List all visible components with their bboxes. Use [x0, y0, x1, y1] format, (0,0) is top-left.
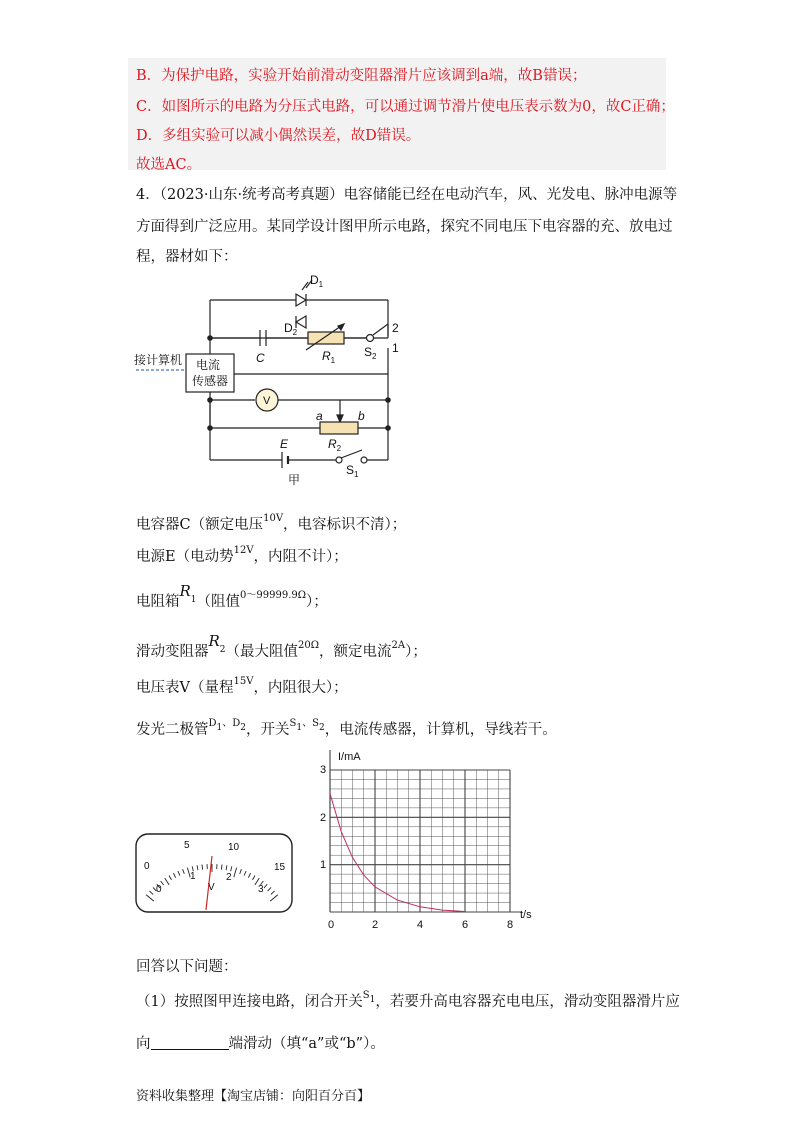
question-stem-2: 方面得到广泛应用。某同学设计图甲所示电路，探究不同电压下电容器的充、放电过: [136, 219, 673, 235]
dial-top-15: 15: [274, 862, 286, 873]
equip-source: 电源E（电动势$^{12V}$，内阻不计）；: [136, 545, 348, 565]
y-tick-1: 1: [320, 859, 327, 871]
question-stem-1: 4．（2023·山东·统考高考真题）电容储能已经在电动汽车，风、光发电、脉冲电源等: [136, 187, 678, 203]
equip-misc: 发光二极管$^{D1、D2}$，开关$^{S1、S2}$，电流传感器，计算机，导线若干。: [136, 718, 557, 738]
label-d1: $D_1$: [310, 273, 324, 289]
equip-resistance-box: 电阻箱$R^1$（阻值$^{0\sim 99999.9\Omega}$）；: [136, 582, 328, 610]
x-tick-6: 6: [462, 919, 469, 931]
label-r1: $R_1$: [322, 349, 336, 365]
dial-bottom-2: 2: [226, 872, 232, 883]
label-s1: $S_1$: [346, 463, 359, 479]
graph-y-label: I/mA: [338, 751, 361, 763]
voltmeter-symbol: V: [263, 395, 271, 407]
dial-top-0: 0: [144, 861, 150, 872]
dial-top-5: 5: [184, 840, 190, 851]
equip-capacitor: 电容器C（额定电压$^{10V}$，电容标识不清）；: [136, 513, 407, 533]
dial-bottom-1: 1: [190, 871, 196, 882]
label-e: E: [280, 437, 289, 451]
dial-bottom-3: 3: [258, 884, 264, 895]
sensor-label-1: 电流: [196, 358, 221, 372]
answer-line-c: C．如图所示的电路为分压式电路，可以通过调节滑片使电压表示数为0，故C正确；: [136, 99, 675, 115]
dial-top-10: 10: [228, 842, 240, 853]
y-tick-3: 3: [320, 764, 327, 776]
dial-bottom-0: 0: [156, 884, 162, 895]
question-stem-3: 程，器材如下：: [136, 249, 238, 265]
answer-intro: 回答以下问题：: [136, 959, 238, 975]
current-time-graph: [300, 742, 540, 938]
circuit-diagram: [130, 262, 420, 490]
voltmeter-dial: [134, 832, 294, 914]
x-tick-2: 2: [372, 919, 379, 931]
answer-conclusion: 故选AC。: [136, 157, 202, 173]
circuit-caption: 甲: [288, 473, 301, 487]
label-pos-1: 1: [392, 341, 399, 355]
answer-line-b: B．为保护电路，实验开始前滑动变阻器滑片应该调到a端，故B错误；: [136, 68, 587, 84]
graph-x-label: t/s: [520, 909, 532, 921]
label-r2: $R_2$: [328, 437, 342, 453]
x-tick-4: 4: [417, 919, 424, 931]
answer-line-d: D．多组实验可以减小偶然误差，故D错误。: [136, 128, 421, 144]
dial-unit: V: [208, 882, 215, 893]
equip-rheostat: 滑动变阻器$R^2$（最大阻值$^{20\Omega}$，额定电流$^{2A}$）；: [136, 632, 427, 660]
answer-blank[interactable]: [151, 1037, 229, 1050]
sensor-label-2: 传感器: [192, 374, 229, 388]
x-tick-8: 8: [507, 919, 514, 931]
footer-note: 资料收集整理【淘宝店铺：向阳百分百】: [136, 1089, 371, 1104]
label-d2: $D_2$: [284, 321, 298, 337]
label-pos-2: 2: [392, 321, 399, 335]
dial-tick: [221, 865, 222, 870]
equip-voltmeter: 电压表V（量程$^{15V}$，内阻很大）；: [136, 676, 348, 696]
label-b: b: [358, 409, 365, 423]
y-tick-2: 2: [320, 812, 327, 824]
computer-label: 接计算机: [134, 353, 183, 367]
label-c: C: [256, 351, 265, 365]
x-tick-0: 0: [328, 919, 335, 931]
question-1-line-1: （1）按照图甲连接电路，闭合开关$^{S1}$，若要升高电容器充电电压，滑动变阻器滑片应: [136, 990, 680, 1010]
label-a: a: [316, 409, 323, 423]
question-1-line-2: 向 端滑动（填“a”或“b”）。: [136, 1036, 385, 1052]
label-s2: $S_2$: [364, 345, 377, 361]
dial-tick: [202, 865, 203, 870]
